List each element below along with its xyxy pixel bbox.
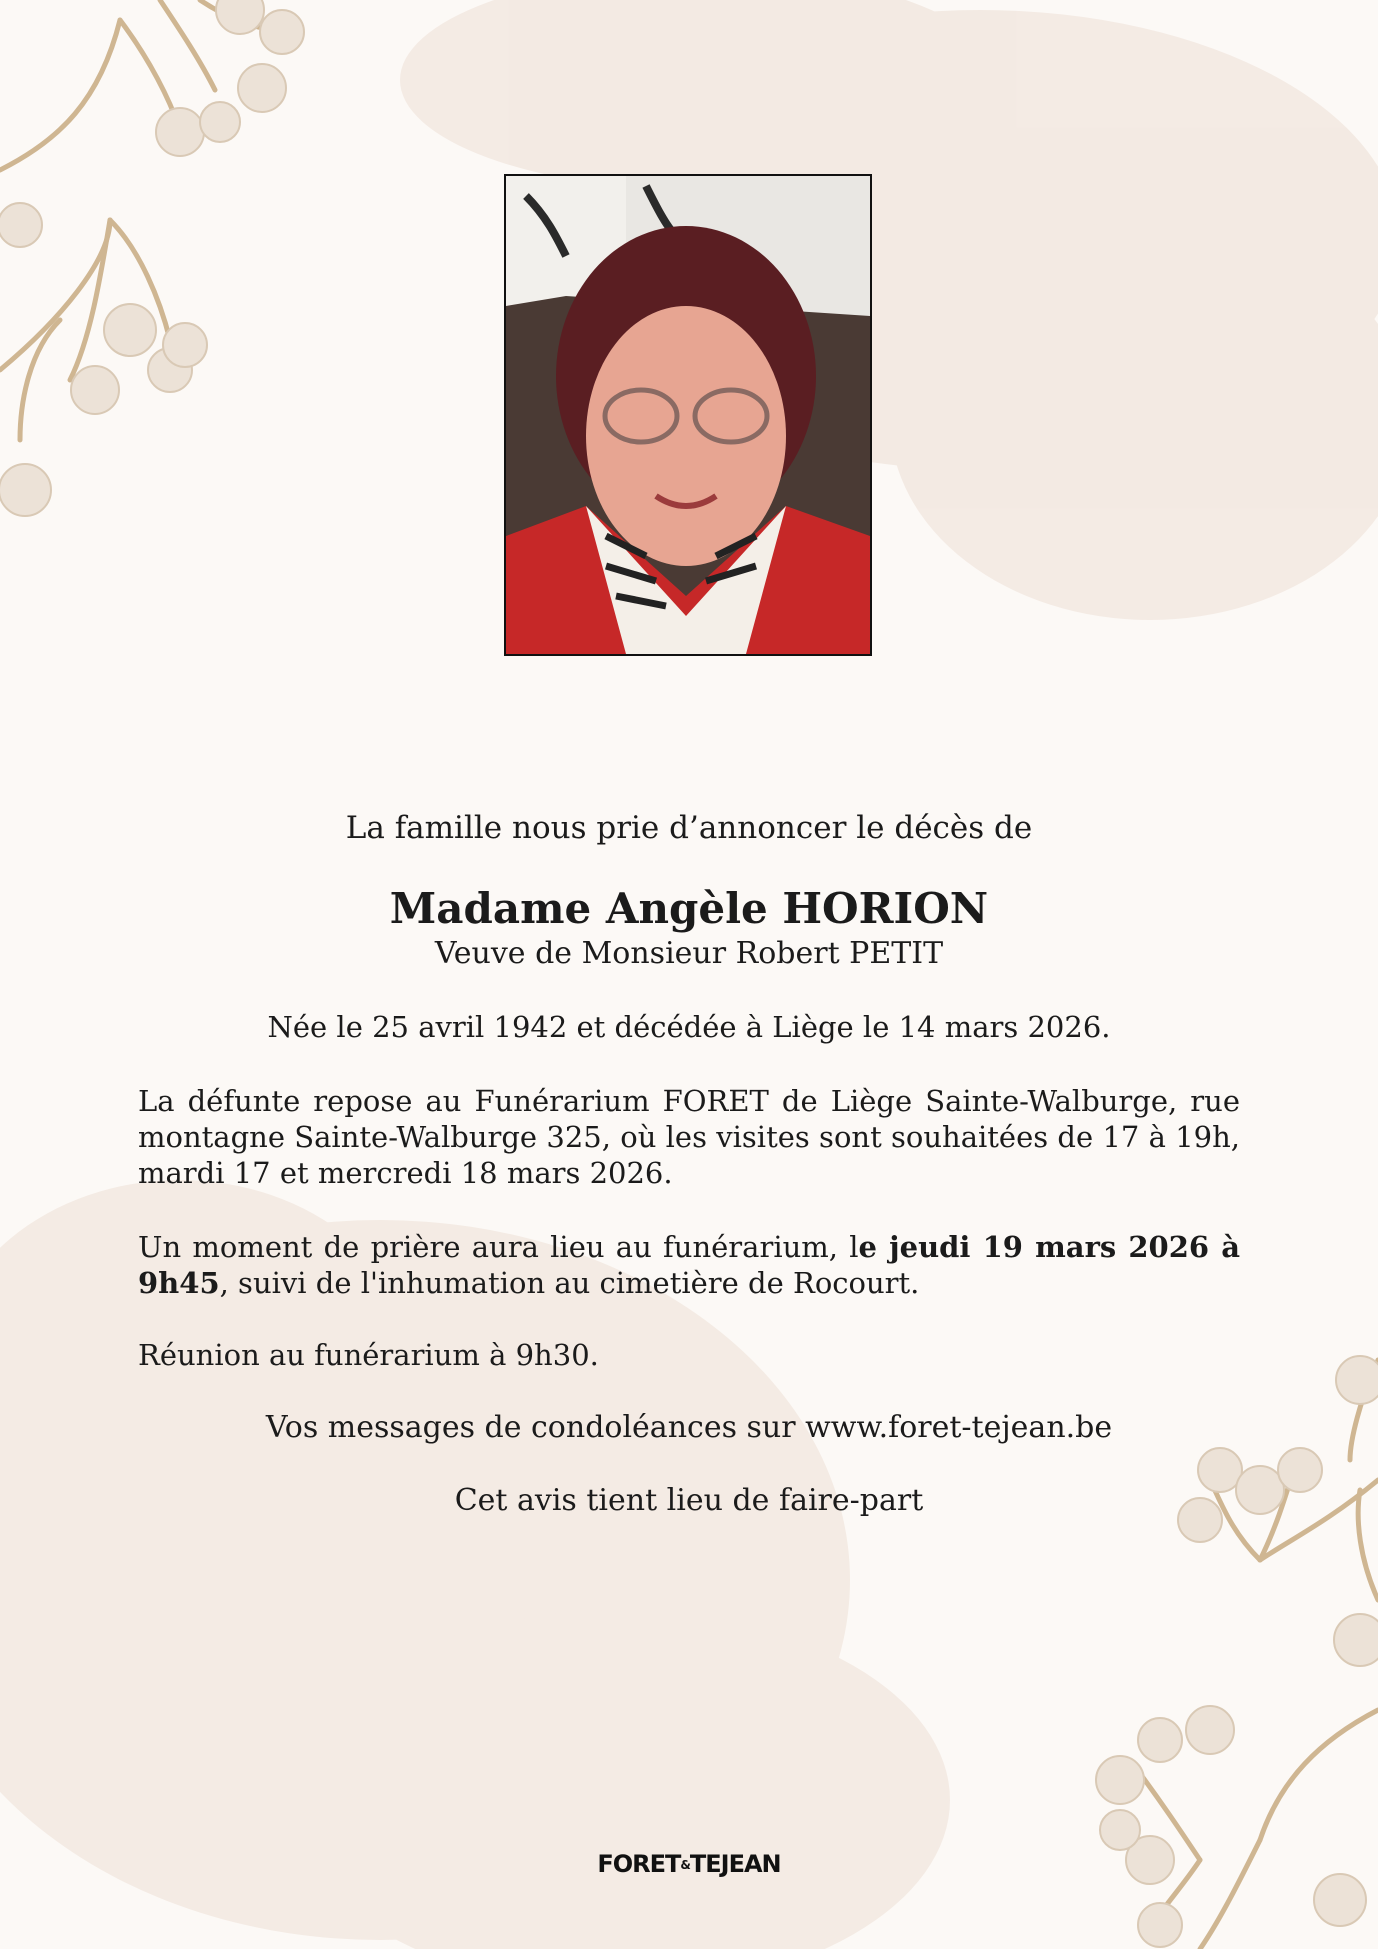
ceremony-paragraph — [138, 1229, 1240, 1301]
ceremony-date-time: e jeudi 19 mars 2026 à 9h45 — [138, 1230, 1240, 1300]
berry-cluster — [0, 0, 304, 516]
logo-right-text: TEJEAN — [689, 1850, 781, 1878]
faire-part-line: Cet avis tient lieu de faire-part — [454, 1483, 924, 1518]
widow-line: Veuve de Monsieur Robert PETIT — [434, 936, 944, 971]
logo-ampersand: & — [680, 1858, 690, 1872]
funeral-home-logo — [0, 1850, 1378, 1878]
ceremony-text-start: Un moment de prière aura lieu au funérarium, l — [138, 1230, 859, 1264]
deceased-name: Madame Angèle HORION — [389, 884, 989, 933]
portrait-photo — [504, 174, 872, 656]
logo-left-text: FORET — [597, 1850, 681, 1878]
condolences-line: Vos messages de condoléances sur www.foret-tejean.be — [265, 1410, 1113, 1445]
intro-text: La famille nous prie d’annoncer le décès de — [345, 810, 1033, 846]
visitation-paragraph: La défunte repose au Funérarium FORET de Liège Sainte-Walburge, rue montagne Sainte-Walburge 325, où les visites sont souhaitées de 17 à 19h, mardi 17 et mercredi 18 mars 2026. — [138, 1084, 1240, 1190]
birth-death-dates: Née le 25 avril 1942 et décédée à Liège le 14 mars 2026. — [267, 1010, 1111, 1044]
ceremony-text-end: , suivi de l'inhumation au cimetière de Rocourt. — [219, 1266, 920, 1300]
meeting-paragraph: Réunion au funérarium à 9h30. — [138, 1338, 599, 1372]
